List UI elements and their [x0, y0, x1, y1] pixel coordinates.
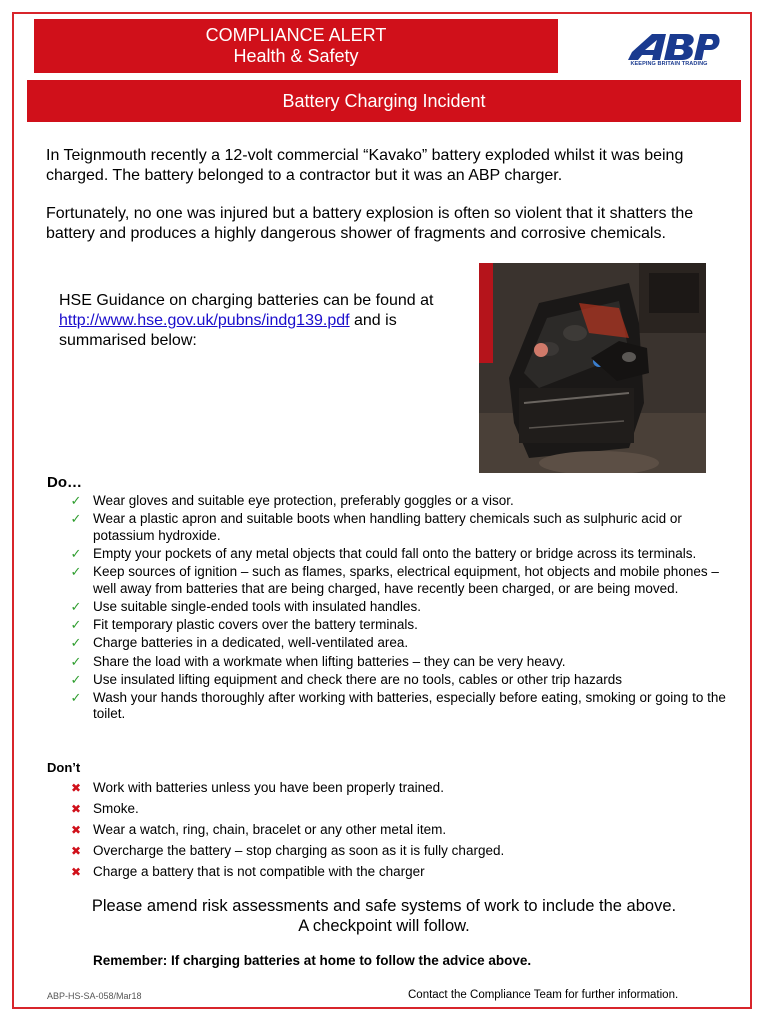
do-item-text: Empty your pockets of any metal objects that could fall onto the battery or bridge across its terminals. [93, 545, 697, 561]
hse-text-after: and is summarised below: [59, 312, 397, 349]
dont-heading: Don’t [47, 760, 81, 775]
dont-item-text: Work with batteries unless you have been properly trained. [93, 780, 444, 795]
do-item-text: Charge batteries in a dedicated, well-ventilated area. [93, 635, 409, 651]
dont-item-text: Smoke. [93, 800, 139, 816]
logo-tagline: KEEPING BRITAIN TRADING [630, 61, 708, 67]
do-item [68, 493, 738, 510]
cross-icon: ✖ [70, 801, 82, 816]
do-item-text: Share the load with a workmate when lifting batteries – they can be very heavy. [93, 653, 566, 669]
amend-notice [40, 896, 728, 936]
do-item [68, 564, 738, 597]
hse-guidance [59, 291, 459, 351]
do-list [68, 493, 738, 725]
dont-item-text: Wear a watch, ring, chain, bracelet or any other metal item. [93, 821, 447, 837]
amend-line-2: A checkpoint will follow. [298, 917, 470, 935]
alert-subtitle: Health & Safety [233, 46, 359, 66]
do-item [68, 511, 738, 544]
do-heading: Do… [47, 474, 82, 491]
contact-note: Contact the Compliance Team for further information. [408, 989, 679, 1001]
do-item-text: Wash your hands thoroughly after working with batteries, especially before eating, smoking or going to the toilet. [93, 689, 726, 722]
check-icon: ✓ [70, 617, 82, 633]
incident-title: Battery Charging Incident [282, 91, 486, 111]
check-icon: ✓ [70, 598, 82, 614]
do-item [68, 690, 738, 723]
cross-icon: ✖ [70, 781, 82, 795]
check-icon: ✓ [70, 545, 82, 561]
dont-item [68, 822, 738, 839]
amend-line-1: Please amend risk assessments and safe systems of work to include the above. [91, 897, 677, 915]
do-item-text: Use insulated lifting equipment and check there are no tools, cables or other trip hazards [93, 671, 623, 687]
do-item-text: Wear a plastic apron and suitable boots when handling battery chemicals such as sulphuric acid or potassium hydroxide. [93, 511, 682, 543]
do-item-text: Wear gloves and suitable eye protection, preferably goggles or a visor. [93, 493, 514, 508]
check-icon: ✓ [70, 564, 82, 580]
compliance-alert-banner [34, 19, 558, 73]
remember-note: Remember: If charging batteries at home to follow the advice above. [93, 953, 532, 968]
do-item [68, 546, 738, 563]
check-icon: ✓ [70, 635, 82, 651]
dont-item-text: Charge a battery that is not compatible with the charger [93, 863, 425, 879]
check-icon: ✓ [70, 689, 82, 705]
check-icon: ✓ [70, 493, 82, 508]
do-item-text: Fit temporary plastic covers over the battery terminals. [93, 617, 418, 633]
dont-item [68, 780, 738, 797]
do-item [68, 654, 738, 671]
dont-item-text: Overcharge the battery – stop charging as soon as it is fully charged. [93, 842, 505, 858]
dont-item [68, 864, 738, 881]
hse-guidance-link[interactable]: http://www.hse.gov.uk/pubns/indg139.pdf [59, 312, 350, 329]
do-item [68, 672, 738, 689]
intro-paragraph-1: In Teignmouth recently a 12-volt commercial “Kavako” battery exploded whilst it was being charged. The battery belonged to a contractor but it was an ABP charger. [46, 147, 684, 184]
alert-title: COMPLIANCE ALERT [205, 25, 387, 45]
do-item [68, 635, 738, 652]
cross-icon: ✖ [70, 843, 82, 858]
do-item-text: Use suitable single-ended tools with insulated handles. [93, 598, 421, 614]
dont-list [68, 780, 738, 884]
intro-paragraph-2: Fortunately, no one was injured but a battery explosion is often so violent that it shatters the battery and produces a highly dangerous shower of fragments and corrosive chemicals. [46, 205, 694, 242]
cross-icon: ✖ [70, 822, 82, 837]
check-icon: ✓ [70, 511, 82, 527]
cross-icon: ✖ [70, 864, 82, 879]
check-icon: ✓ [70, 671, 82, 687]
do-item [68, 599, 738, 616]
incident-title-bar [27, 80, 741, 122]
dont-item [68, 801, 738, 818]
document-reference: ABP-HS-SA-058/Mar18 [47, 991, 142, 1001]
check-icon: ✓ [70, 653, 82, 669]
do-item [68, 617, 738, 634]
do-item-text: Keep sources of ignition – such as flames, sparks, electrical equipment, hot objects and mobile phones – well away from batteries that are being charged, have recently been charged, or are being moved. [93, 564, 719, 596]
hse-text-before: HSE Guidance on charging batteries can be found at [59, 292, 434, 309]
exploded-battery-photo [479, 263, 706, 473]
dont-item [68, 843, 738, 860]
